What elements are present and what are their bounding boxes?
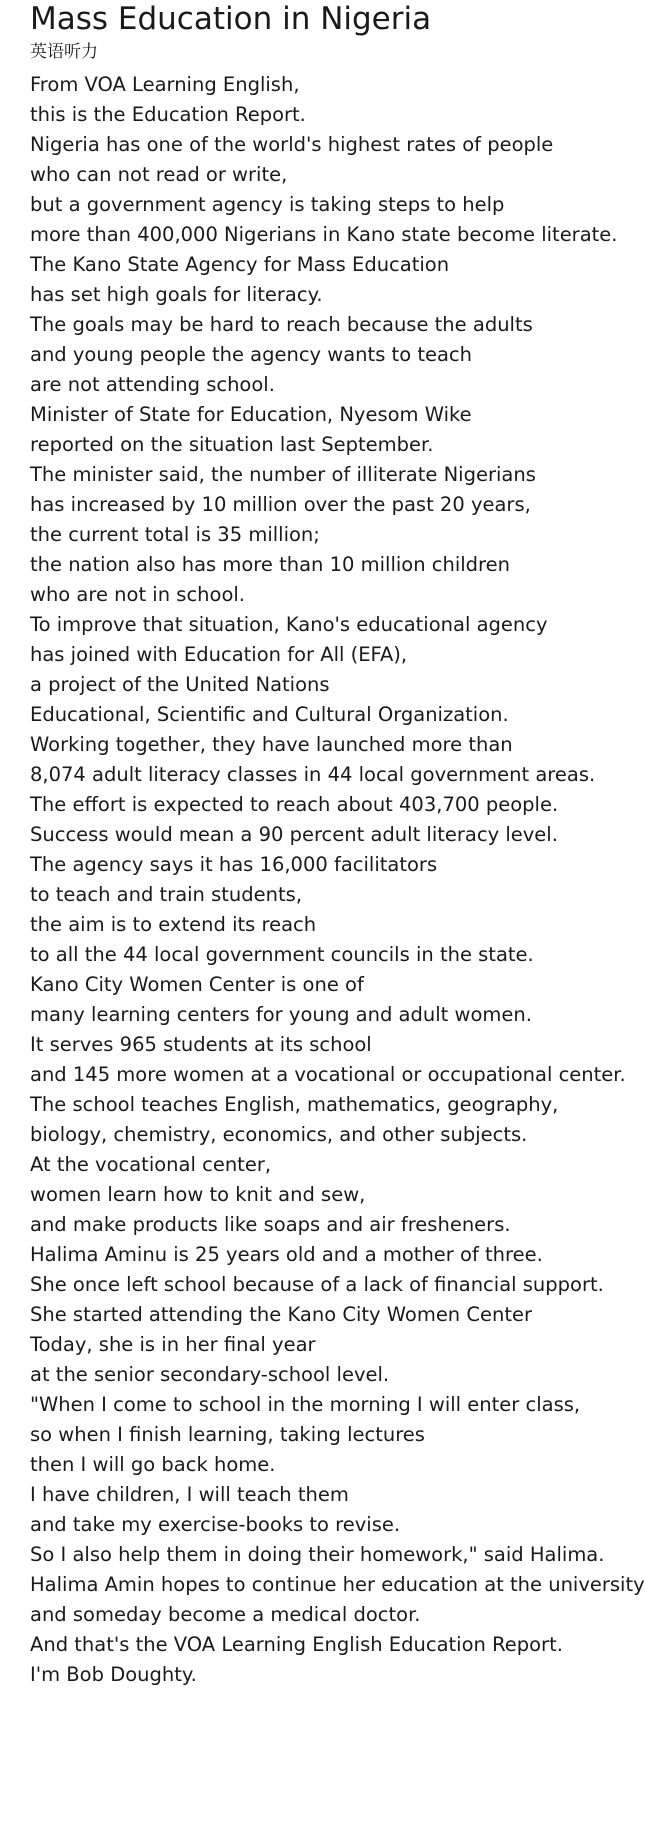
text-line: From VOA Learning English, — [30, 73, 300, 96]
text-line: Working together, they have launched more than — [30, 733, 513, 756]
text-line: but a government agency is taking steps to help — [30, 193, 505, 216]
text-line: The minister said, the number of illiterate Nigerians — [30, 463, 536, 486]
text-line: who are not in school. — [30, 583, 245, 606]
text-line: The effort is expected to reach about 403,700 people. — [30, 793, 559, 816]
text-line: reported on the situation last September. — [30, 433, 434, 456]
text-line: more than 400,000 Nigerians in Kano state become literate. — [30, 223, 618, 246]
text-line: and someday become a medical doctor. — [30, 1603, 421, 1626]
text-line: Today, she is in her final year — [30, 1333, 316, 1356]
text-line: to all the 44 local government councils in the state. — [30, 943, 534, 966]
text-line: at the senior secondary-school level. — [30, 1363, 390, 1386]
page-title: Mass Education in Nigeria — [30, 1, 432, 37]
text-line: Kano City Women Center is one of — [30, 973, 364, 996]
text-line: Success would mean a 90 percent adult literacy level. — [30, 823, 558, 846]
text-line: and take my exercise-books to revise. — [30, 1513, 401, 1536]
article — [30, 0, 645, 1690]
text-line: The school teaches English, mathematics, geography, — [30, 1093, 559, 1116]
text-line: And that's the VOA Learning English Education Report. — [30, 1633, 563, 1656]
text-line: has set high goals for literacy. — [30, 283, 323, 306]
text-line: the current total is 35 million; — [30, 523, 320, 546]
text-line: Educational, Scientific and Cultural Organization. — [30, 703, 509, 726]
text-line: so when I finish learning, taking lectures — [30, 1423, 425, 1446]
text-line: It serves 965 students at its school — [30, 1033, 372, 1056]
text-line: biology, chemistry, economics, and other subjects. — [30, 1123, 528, 1146]
text-line: the nation also has more than 10 million children — [30, 553, 511, 576]
text-line: women learn how to knit and sew, — [30, 1183, 366, 1206]
text-line: She once left school because of a lack of financial support. — [30, 1273, 604, 1296]
page-subtitle: 英语听力 — [30, 42, 98, 62]
text-line: has joined with Education for All (EFA), — [30, 643, 408, 666]
text-line: then I will go back home. — [30, 1453, 276, 1476]
text-line: The Kano State Agency for Mass Education — [30, 253, 450, 276]
text-line: Halima Aminu is 25 years old and a mother of three. — [30, 1243, 543, 1266]
text-line: The goals may be hard to reach because the adults — [30, 313, 533, 336]
text-line: Minister of State for Education, Nyesom Wike — [30, 403, 472, 426]
text-line: So I also help them in doing their homework," said Halima. — [30, 1543, 605, 1566]
text-line: To improve that situation, Kano's educational agency — [30, 613, 548, 636]
text-line: this is the Education Report. — [30, 103, 306, 126]
text-line: to teach and train students, — [30, 883, 303, 906]
text-line: I'm Bob Doughty. — [30, 1663, 197, 1686]
text-line: Nigeria has one of the world's highest rates of people — [30, 133, 554, 156]
text-line: Halima Amin hopes to continue her education at the university — [30, 1573, 645, 1596]
article-body — [30, 70, 645, 1690]
text-line: "When I come to school in the morning I will enter class, — [30, 1393, 581, 1416]
text-line: At the vocational center, — [30, 1153, 272, 1176]
text-line: and 145 more women at a vocational or occupational center. — [30, 1063, 626, 1086]
text-line: many learning centers for young and adult women. — [30, 1003, 532, 1026]
text-line: has increased by 10 million over the past 20 years, — [30, 493, 531, 516]
text-line: are not attending school. — [30, 373, 275, 396]
text-line: a project of the United Nations — [30, 673, 330, 696]
text-line: I have children, I will teach them — [30, 1483, 349, 1506]
text-line: The agency says it has 16,000 facilitators — [30, 853, 438, 876]
text-line: the aim is to extend its reach — [30, 913, 317, 936]
text-line: 8,074 adult literacy classes in 44 local government areas. — [30, 763, 596, 786]
text-line: who can not read or write, — [30, 163, 288, 186]
text-line: and make products like soaps and air fresheners. — [30, 1213, 511, 1236]
text-line: and young people the agency wants to teach — [30, 343, 472, 366]
text-line: She started attending the Kano City Women Center — [30, 1303, 533, 1326]
